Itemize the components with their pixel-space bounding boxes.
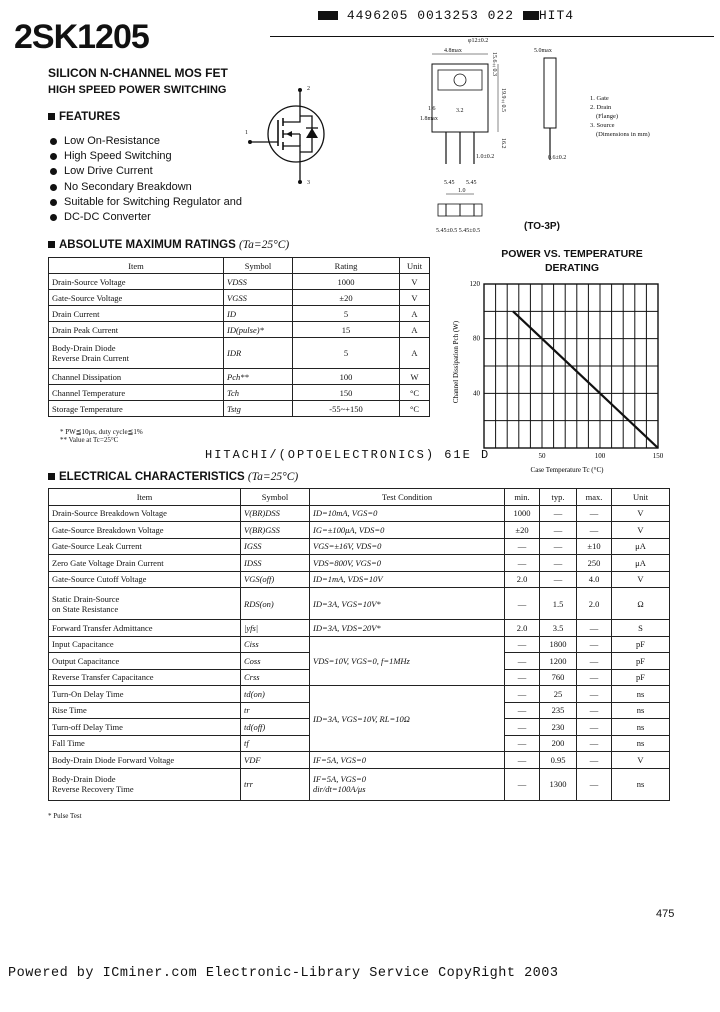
table-row [49, 686, 670, 703]
row-unit: V [612, 505, 670, 522]
row-typ: 200 [540, 735, 577, 752]
table-row [49, 752, 670, 769]
row-typ: — [540, 522, 577, 539]
row-item [49, 338, 224, 369]
row-rating: 5 [293, 306, 400, 322]
row-rating: 100 [293, 369, 400, 385]
table-row [49, 274, 430, 290]
chart-xlabel: Case Temperature Tc (°C) [530, 466, 604, 474]
row-item: Turn-off Delay Time [49, 719, 241, 736]
row-rating: -55~+150 [293, 401, 400, 417]
row-item: Gate-Source Voltage [49, 290, 224, 306]
row-symbol: Pch** [224, 369, 293, 385]
row-min: — [505, 719, 540, 736]
row-condition-line: IF=5A, VGS=0 [313, 774, 367, 784]
row-typ: 1800 [540, 636, 577, 653]
row-max: 2.0 [577, 588, 612, 620]
column-header: Item [49, 489, 241, 506]
row-typ: 25 [540, 686, 577, 703]
row-item: Drain-Source Breakdown Voltage [49, 505, 241, 522]
feature-item: Low Drive Current [50, 164, 242, 179]
row-item-line: Body-Drain Diode [52, 774, 116, 784]
row-item: Drain Current [49, 306, 224, 322]
dim-label: 1.0 [458, 188, 466, 194]
row-symbol: td(on) [241, 686, 310, 703]
row-condition: VDS=10V, VGS=0, f=1MHz [310, 636, 505, 686]
dim-label: 19.9±0.5 [500, 88, 506, 112]
feature-item: No Secondary Breakdown [50, 180, 242, 195]
row-symbol: tf [241, 735, 310, 752]
legend-line: (Dimensions in mm) [596, 131, 650, 138]
row-typ: 1200 [540, 653, 577, 670]
row-item: Drain-Source Voltage [49, 274, 224, 290]
row-unit: V [612, 571, 670, 588]
row-condition: IG=±100μA, VDS=0 [310, 522, 505, 539]
column-header: min. [505, 489, 540, 506]
row-min: — [505, 555, 540, 572]
row-unit: ns [612, 702, 670, 719]
row-condition: ID=3A, VGS=10V* [310, 588, 505, 620]
table-row [49, 522, 670, 539]
column-header: Unit [612, 489, 670, 506]
pin-label-source: 3 [307, 180, 310, 186]
column-header: max. [577, 489, 612, 506]
part-number-title: 2SK1205 [14, 18, 149, 56]
abs-ratings-heading [48, 239, 289, 251]
row-symbol: IDR [224, 338, 293, 369]
row-typ: 0.95 [540, 752, 577, 769]
scan-code [318, 8, 574, 23]
column-header: Rating [293, 258, 400, 274]
footnote: ** Value at Tc=25°C [60, 436, 119, 444]
table-row [49, 620, 670, 637]
row-min: — [505, 702, 540, 719]
row-symbol: V(BR)GSS [241, 522, 310, 539]
table-row [49, 555, 670, 572]
row-min: 1000 [505, 505, 540, 522]
row-typ: — [540, 555, 577, 572]
row-item: Channel Temperature [49, 385, 224, 401]
dim-label: 5.0max [534, 48, 552, 54]
abs-ratings-table [48, 257, 430, 417]
row-item: Storage Temperature [49, 401, 224, 417]
row-item: Output Capacitance [49, 653, 241, 670]
table-row [49, 571, 670, 588]
row-unit: A [400, 306, 430, 322]
x-tick-label: 100 [594, 452, 606, 460]
row-unit: Ω [612, 588, 670, 620]
row-min: 2.0 [505, 620, 540, 637]
row-item [49, 588, 241, 620]
column-header: Symbol [224, 258, 293, 274]
row-unit: ns [612, 735, 670, 752]
row-item: Gate-Source Cutoff Voltage [49, 571, 241, 588]
dim-label: 15.6±0.3 [491, 52, 497, 76]
row-min: — [505, 538, 540, 555]
table-row [49, 338, 430, 369]
table-row [49, 588, 670, 620]
row-min: — [505, 686, 540, 703]
table-row [49, 369, 430, 385]
row-min: ±20 [505, 522, 540, 539]
elec-condition: (Ta=25°C) [247, 471, 299, 483]
table-header-row [49, 489, 670, 506]
row-min: — [505, 588, 540, 620]
row-typ: 235 [540, 702, 577, 719]
elec-footnote: * Pulse Test [48, 812, 82, 820]
column-header: Test Condition [310, 489, 505, 506]
row-symbol: V(BR)DSS [241, 505, 310, 522]
row-unit: °C [400, 401, 430, 417]
row-typ: — [540, 505, 577, 522]
row-unit: V [400, 274, 430, 290]
dim-label: 5.45 [444, 180, 455, 186]
row-typ: — [540, 538, 577, 555]
row-symbol: VDF [241, 752, 310, 769]
row-item-line: on State Resistance [52, 603, 119, 614]
row-condition: ID=1mA, VDS=10V [310, 571, 505, 588]
row-unit: μA [612, 538, 670, 555]
row-item: Rise Time [49, 702, 241, 719]
elec-heading [48, 471, 298, 483]
row-unit: W [400, 369, 430, 385]
subtitle-switching: HIGH SPEED POWER SWITCHING [48, 84, 227, 96]
row-item: Gate-Source Breakdown Voltage [49, 522, 241, 539]
row-max: — [577, 505, 612, 522]
row-min: — [505, 636, 540, 653]
row-max: 250 [577, 555, 612, 572]
column-header: Symbol [241, 489, 310, 506]
feature-item: Suitable for Switching Regulator and [50, 195, 242, 210]
row-item: Channel Dissipation [49, 369, 224, 385]
chart-ylabel: Channel Dissipation Pch (W) [452, 320, 460, 404]
row-symbol: RDS(on) [241, 588, 310, 620]
row-min: — [505, 669, 540, 686]
section-marker-icon [48, 241, 55, 248]
row-rating: 1000 [293, 274, 400, 290]
table-row [49, 768, 670, 800]
page-number: 475 [656, 908, 675, 920]
row-symbol: IGSS [241, 538, 310, 555]
row-symbol: VGS(off) [241, 571, 310, 588]
row-item: Drain Peak Current [49, 322, 224, 338]
scan-block-mark [318, 11, 338, 20]
row-max: — [577, 686, 612, 703]
scan-block-mark-2 [523, 11, 539, 20]
row-item: Forward Transfer Admittance [49, 620, 241, 637]
row-typ: 1.5 [540, 588, 577, 620]
pin-label-drain: 2 [307, 86, 310, 92]
x-tick-label: 150 [652, 452, 664, 460]
features-heading [48, 111, 120, 123]
derating-chart [440, 272, 680, 482]
row-condition: IF=5A, VGS=0 [310, 752, 505, 769]
feature-item-continued: DC-DC Converter [50, 210, 242, 225]
series-line-pch [513, 311, 658, 448]
row-symbol: VGSS [224, 290, 293, 306]
row-unit: pF [612, 653, 670, 670]
row-unit: V [612, 752, 670, 769]
row-unit: ns [612, 719, 670, 736]
elec-table [48, 488, 670, 801]
row-unit: V [400, 290, 430, 306]
dim-label: 4.8max [444, 48, 462, 54]
row-typ: 1300 [540, 768, 577, 800]
row-max: — [577, 669, 612, 686]
feature-item: Low On-Resistance [50, 134, 242, 149]
scan-code-text: 4496205 0013253 022 [346, 8, 515, 23]
row-condition: ID=3A, VGS=10V, RL=10Ω [310, 686, 505, 752]
row-min: — [505, 653, 540, 670]
row-max: — [577, 522, 612, 539]
table-row [49, 385, 430, 401]
row-item-line: Body-Drain Diode [52, 343, 116, 353]
row-unit: pF [612, 636, 670, 653]
row-rating: 15 [293, 322, 400, 338]
row-typ: — [540, 571, 577, 588]
row-condition [310, 768, 505, 800]
row-unit: ns [612, 686, 670, 703]
row-max: ±10 [577, 538, 612, 555]
features-list [50, 134, 242, 225]
row-item-line: Reverse Drain Current [52, 353, 129, 363]
table-row [49, 538, 670, 555]
dim-label: 1.6 [428, 106, 436, 112]
row-unit: A [400, 338, 430, 369]
table-row [49, 505, 670, 522]
package-pin-legend [590, 94, 650, 139]
footer-copyright: Powered by ICminer.com Electronic-Library Service CopyRight 2003 [8, 966, 559, 981]
table-header-row [49, 258, 430, 274]
y-tick-label: 40 [473, 389, 480, 398]
row-typ: 230 [540, 719, 577, 736]
row-max: — [577, 702, 612, 719]
row-max: — [577, 636, 612, 653]
table-row [49, 636, 670, 653]
row-symbol: IDSS [241, 555, 310, 572]
scan-tag: HIT4 [538, 8, 575, 23]
row-unit: μA [612, 555, 670, 572]
row-condition: ID=3A, VDS=20V* [310, 620, 505, 637]
column-header: Unit [400, 258, 430, 274]
row-symbol: tr [241, 702, 310, 719]
row-unit: V [612, 522, 670, 539]
row-min: — [505, 752, 540, 769]
row-condition-line: dir/dt=100A/μs [313, 784, 366, 794]
dim-label: φ12±0.2 [468, 38, 489, 44]
row-item: Gate-Source Leak Current [49, 538, 241, 555]
dim-label: 16.2 [500, 138, 506, 149]
dim-label: 5.45±0.5 5.45±0.5 [436, 228, 481, 234]
dim-label: 3.2 [456, 108, 464, 114]
dim-label: 1.0±0.2 [476, 154, 495, 160]
row-rating: 150 [293, 385, 400, 401]
chart-title: POWER VS. TEMPERATURE DERATING [501, 248, 643, 274]
row-item: Reverse Transfer Capacitance [49, 669, 241, 686]
row-item: Body-Drain Diode Forward Voltage [49, 752, 241, 769]
row-max: — [577, 653, 612, 670]
abs-ratings-condition: (Ta=25°C) [238, 239, 290, 251]
row-unit: A [400, 322, 430, 338]
column-header: Item [49, 258, 224, 274]
dim-label: 0.6±0.2 [548, 155, 567, 161]
elec-heading-text: ELECTRICAL CHARACTERISTICS [59, 471, 245, 483]
mosfet-symbol-icon [236, 84, 326, 188]
row-typ: 3.5 [540, 620, 577, 637]
package-outline-drawing [418, 34, 588, 234]
pin-label-gate: 1 [245, 130, 248, 136]
features-heading-text: FEATURES [59, 111, 121, 123]
subtitle-silicon: SILICON N-CHANNEL MOS FET [48, 66, 228, 80]
table-row [49, 401, 430, 417]
row-min: — [505, 735, 540, 752]
legend-line: (Flange) [596, 113, 619, 120]
legend-line: 3. Source [590, 122, 615, 129]
row-symbol: Tch [224, 385, 293, 401]
row-unit: °C [400, 385, 430, 401]
footnote: * PW≦10μs, duty cycle≦1% [60, 428, 143, 436]
y-tick-label: 80 [473, 334, 480, 343]
row-item: Zero Gate Voltage Drain Current [49, 555, 241, 572]
row-max: — [577, 735, 612, 752]
row-min: 2.0 [505, 571, 540, 588]
legend-line: 2. Drain [590, 104, 612, 111]
row-max: 4.0 [577, 571, 612, 588]
row-max: — [577, 752, 612, 769]
row-condition: VDS=800V, VGS=0 [310, 555, 505, 572]
feature-item: High Speed Switching [50, 149, 242, 164]
row-unit: ns [612, 768, 670, 800]
y-tick-label: 120 [469, 280, 480, 288]
legend-line: 1. Gate [590, 95, 609, 102]
dim-label: 1.8max [420, 116, 438, 122]
row-symbol: ID(pulse)* [224, 322, 293, 338]
row-max: — [577, 768, 612, 800]
package-name: (TO-3P) [524, 221, 560, 232]
row-item: Fall Time [49, 735, 241, 752]
section-marker-icon [48, 113, 55, 120]
row-unit: S [612, 620, 670, 637]
row-condition: ID=10mA, VGS=0 [310, 505, 505, 522]
row-item: Turn-On Delay Time [49, 686, 241, 703]
abs-ratings-notes [60, 428, 143, 444]
row-symbol: Tstg [224, 401, 293, 417]
row-item-line: Static Drain-Source [52, 593, 120, 604]
x-tick-label: 50 [538, 452, 546, 460]
table-row [49, 322, 430, 338]
row-max: — [577, 719, 612, 736]
row-rating: ±20 [293, 290, 400, 306]
row-symbol: Coss [241, 653, 310, 670]
row-min: — [505, 768, 540, 800]
section-marker-icon [48, 473, 55, 480]
row-item-line: Reverse Recovery Time [52, 784, 134, 794]
row-typ: 760 [540, 669, 577, 686]
hitachi-scan-line: HITACHI/(OPTOELECTRONICS) 61E D [205, 448, 491, 462]
row-symbol: |yfs| [241, 620, 310, 637]
row-condition: VGS=±16V, VDS=0 [310, 538, 505, 555]
row-symbol: VDSS [224, 274, 293, 290]
dim-label: 5.45 [466, 180, 477, 186]
table-row [49, 290, 430, 306]
row-max: — [577, 620, 612, 637]
row-symbol: Crss [241, 669, 310, 686]
row-symbol: td(off) [241, 719, 310, 736]
column-header: typ. [540, 489, 577, 506]
row-rating: 5 [293, 338, 400, 369]
table-row [49, 306, 430, 322]
row-symbol: trr [241, 768, 310, 800]
row-item [49, 768, 241, 800]
abs-ratings-heading-text: ABSOLUTE MAXIMUM RATINGS [59, 239, 236, 251]
row-item: Input Capacitance [49, 636, 241, 653]
row-symbol: ID [224, 306, 293, 322]
row-unit: pF [612, 669, 670, 686]
row-symbol: Ciss [241, 636, 310, 653]
